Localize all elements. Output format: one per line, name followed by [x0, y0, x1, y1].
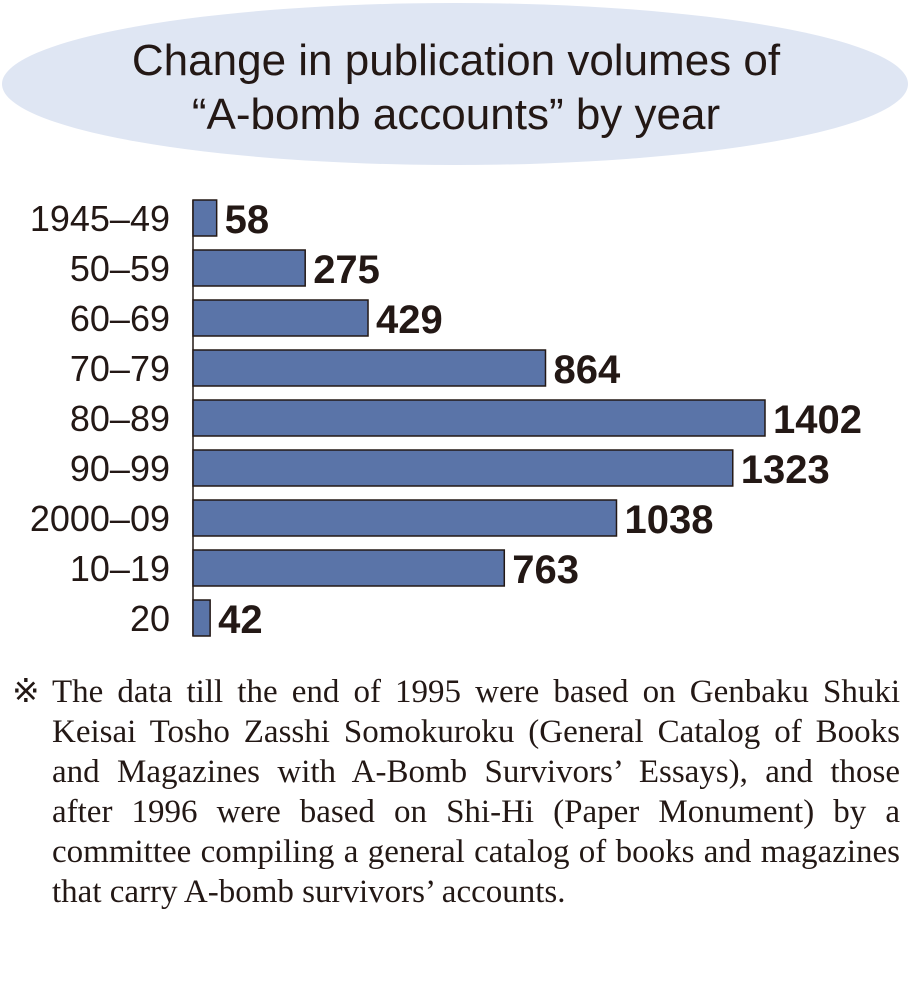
value-label: 1323 [740, 448, 830, 492]
bar [193, 450, 733, 486]
category-label: 60–69 [69, 298, 170, 339]
category-label: 2000–09 [29, 498, 170, 539]
chart-title [0, 34, 912, 142]
category-label: 10–19 [69, 548, 170, 589]
footnote [12, 672, 900, 912]
bars [193, 200, 765, 636]
value-label: 58 [224, 198, 270, 242]
bar [193, 400, 765, 436]
bar [193, 300, 368, 336]
bar [193, 200, 217, 236]
value-label: 42 [218, 598, 263, 642]
value-label: 1402 [773, 398, 862, 442]
footnote-text: The data till the end of 1995 were based on Genbaku Shuki Keisai Tosho Zasshi Somokuroku (General Catalog of Books and Magazines with A-Bomb Survivors’ Essays), and those after 1996 were based on Shi-Hi (Paper Monument) by a committee compiling a general catalog of books and magazines that carry A-bomb survivors’ accounts. [52, 674, 900, 910]
bar [193, 250, 305, 286]
category-label: 90–99 [69, 448, 170, 489]
category-label: 20 [129, 598, 170, 639]
footnote-mark: ※ [12, 674, 40, 710]
category-label: 1945–49 [29, 198, 170, 239]
value-label: 763 [512, 548, 580, 592]
category-label: 80–89 [69, 398, 170, 439]
bar [193, 350, 546, 386]
category-labels [30, 198, 170, 639]
bar [193, 600, 210, 636]
bar [193, 500, 616, 536]
bar-chart [0, 190, 912, 650]
value-label: 1038 [624, 498, 714, 542]
category-label: 50–59 [69, 248, 170, 289]
value-label: 275 [313, 248, 380, 292]
chart-title-line-2: “A-bomb accounts” by year [191, 90, 721, 139]
category-label: 70–79 [69, 348, 170, 389]
chart-title-line-1: Change in publication volumes of [131, 36, 781, 85]
bar [193, 550, 504, 586]
value-label: 429 [376, 298, 443, 342]
value-label: 864 [553, 348, 621, 392]
